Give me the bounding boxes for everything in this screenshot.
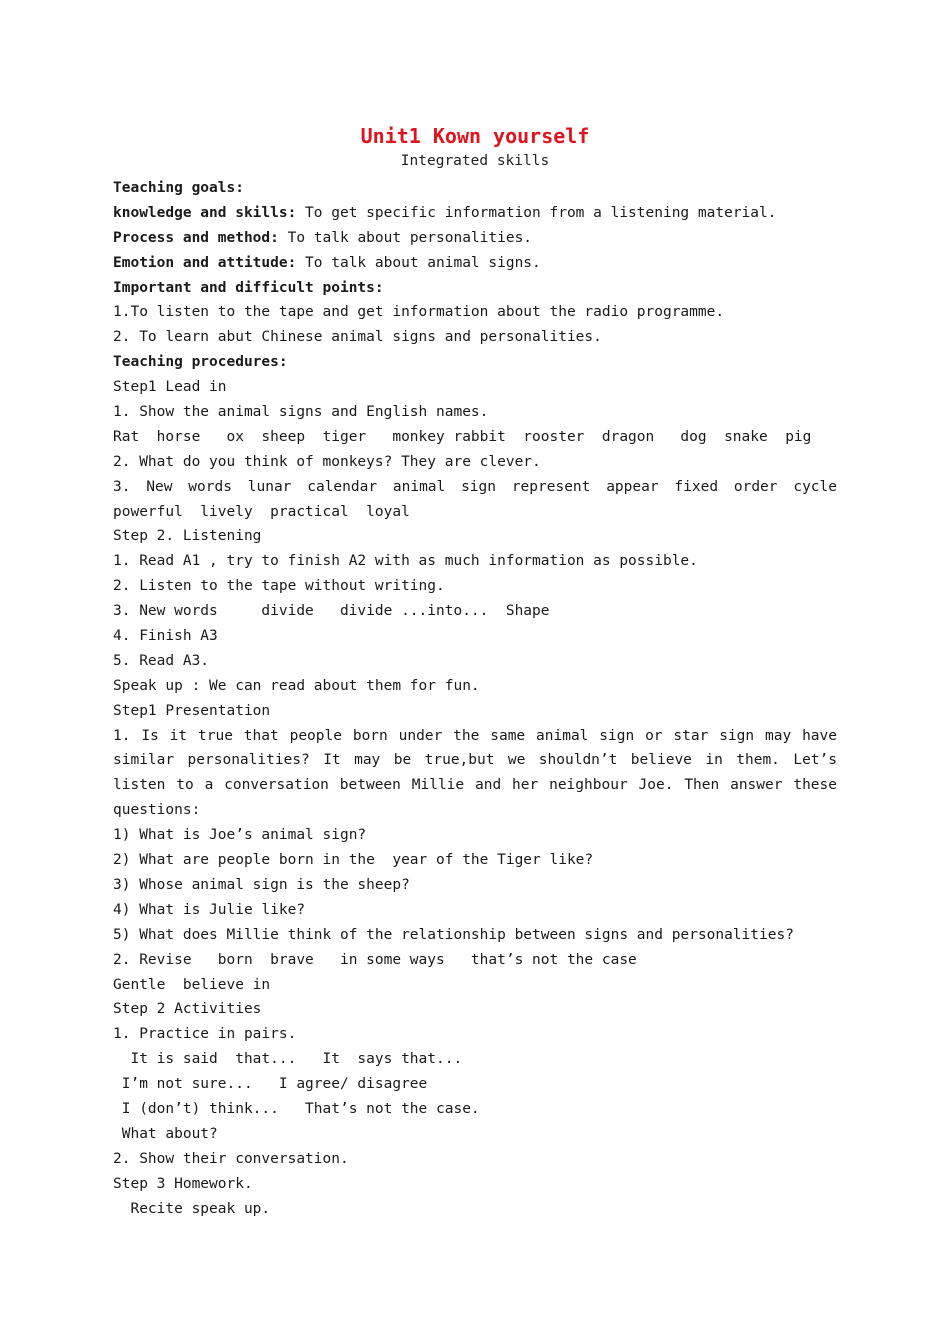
document-line xyxy=(113,649,837,674)
line-text: 4) What is Julie like? xyxy=(113,901,306,918)
document-line xyxy=(113,1047,837,1072)
line-text: 1. Read A1 , try to finish A2 with as much information as possible. xyxy=(113,553,698,570)
document-line xyxy=(113,1147,837,1172)
line-text: 4. Finish A3 xyxy=(113,628,218,645)
document-line xyxy=(113,948,837,973)
line-text: 3. New words divide divide ...into... Shape xyxy=(113,603,550,620)
line-text: 2) What are people born in the year of the Tiger like? xyxy=(113,852,594,869)
line-text: To talk about animal signs. xyxy=(296,254,541,271)
line-text: 3) Whose animal sign is the sheep? xyxy=(113,876,410,893)
document-line xyxy=(113,1022,837,1047)
document-line xyxy=(113,176,837,201)
line-text: Step1 Presentation xyxy=(113,702,271,719)
line-text: 1) What is Joe’s animal sign? xyxy=(113,827,367,844)
document-line xyxy=(113,549,837,574)
line-text: 2. Listen to the tape without writing. xyxy=(113,578,445,595)
line-text: It is said that... It says that... xyxy=(113,1051,463,1068)
document-line xyxy=(113,699,837,724)
line-text: 5) What does Millie think of the relationship between signs and personalities? xyxy=(113,926,794,943)
page-subtitle: Integrated skills xyxy=(400,153,550,169)
document-line xyxy=(113,873,837,898)
line-text: Gentle believe in xyxy=(113,976,271,993)
document-line xyxy=(113,325,837,350)
line-text: similar personalities? It may be true,but we shouldn’t believe in them. Let’s xyxy=(113,752,837,769)
document-line xyxy=(113,823,837,848)
document-line xyxy=(113,599,837,624)
document-line xyxy=(113,1172,837,1197)
document-line xyxy=(113,997,837,1022)
line-text: 1. Practice in pairs. xyxy=(113,1026,297,1043)
document-line xyxy=(113,973,837,998)
page-title: Unit1 Kown yourself xyxy=(360,124,590,148)
bold-label: Teaching goals: xyxy=(113,180,244,196)
line-text: powerful lively practical loyal xyxy=(113,503,410,520)
document-line xyxy=(113,798,837,823)
bold-label: Important and difficult points: xyxy=(113,279,384,296)
document-line xyxy=(113,1197,837,1222)
document-line xyxy=(113,574,837,599)
document-line xyxy=(113,1122,837,1147)
document-line xyxy=(113,400,837,425)
line-text: I’m not sure... I agree/ disagree xyxy=(113,1076,428,1093)
document-line xyxy=(113,375,837,400)
document-line xyxy=(113,475,837,500)
line-text: 1.To listen to the tape and get information about the radio programme. xyxy=(113,304,725,321)
document-line xyxy=(113,898,837,923)
document-line xyxy=(113,500,837,525)
line-text: To get specific information from a listening material. xyxy=(296,204,777,221)
document-line xyxy=(113,226,837,251)
document-line xyxy=(113,674,837,699)
document-body xyxy=(113,176,837,1221)
document-line xyxy=(113,425,837,450)
bold-label: knowledge and skills: xyxy=(113,204,297,221)
line-text: 1. Is it true that people born under the same animal sign or star sign may have xyxy=(113,727,837,744)
line-text: 2. To learn abut Chinese animal signs and personalities. xyxy=(113,329,602,346)
line-text: 3. New words lunar calendar animal sign represent appear fixed order cycle xyxy=(113,478,837,495)
document-line xyxy=(113,201,837,226)
line-text: Recite speak up. xyxy=(113,1200,271,1217)
line-text: 1. Show the animal signs and English names. xyxy=(113,404,489,421)
line-text: 2. Show their conversation. xyxy=(113,1150,349,1167)
document-line xyxy=(113,276,837,301)
line-text: Rat horse ox sheep tiger monkey rabbit rooster dragon dog snake pig xyxy=(113,428,812,445)
document-line xyxy=(113,1072,837,1097)
document-line xyxy=(113,350,837,375)
bold-label: Process and method: xyxy=(113,229,279,246)
bold-label: Teaching procedures: xyxy=(113,354,288,371)
line-text: listen to a conversation between Millie and her neighbour Joe. Then answer these xyxy=(113,777,837,794)
document-line xyxy=(113,300,837,325)
document-line xyxy=(113,624,837,649)
line-text: questions: xyxy=(113,802,201,819)
document-line xyxy=(113,773,837,798)
document-line xyxy=(113,923,837,948)
line-text: I (don’t) think... That’s not the case. xyxy=(113,1100,480,1117)
document-line xyxy=(113,748,837,773)
line-text: Step 3 Homework. xyxy=(113,1175,253,1192)
line-text: Speak up : We can read about them for fun. xyxy=(113,677,480,694)
line-text: To talk about personalities. xyxy=(278,229,533,246)
line-text: 2. What do you think of monkeys? They are clever. xyxy=(113,453,541,470)
bold-label: Emotion and attitude: xyxy=(113,254,297,271)
document-line xyxy=(113,251,837,276)
line-text: 2. Revise born brave in some ways that’s not the case xyxy=(113,951,637,968)
document-line xyxy=(113,450,837,475)
line-text: What about? xyxy=(113,1125,218,1142)
document-line xyxy=(113,1097,837,1122)
document-line xyxy=(113,524,837,549)
line-text: Step 2. Listening xyxy=(113,528,262,545)
line-text: 5. Read A3. xyxy=(113,652,210,669)
line-text: Step1 Lead in xyxy=(113,379,227,396)
document-line xyxy=(113,848,837,873)
document-line xyxy=(113,724,837,749)
line-text: Step 2 Activities xyxy=(113,1001,262,1018)
